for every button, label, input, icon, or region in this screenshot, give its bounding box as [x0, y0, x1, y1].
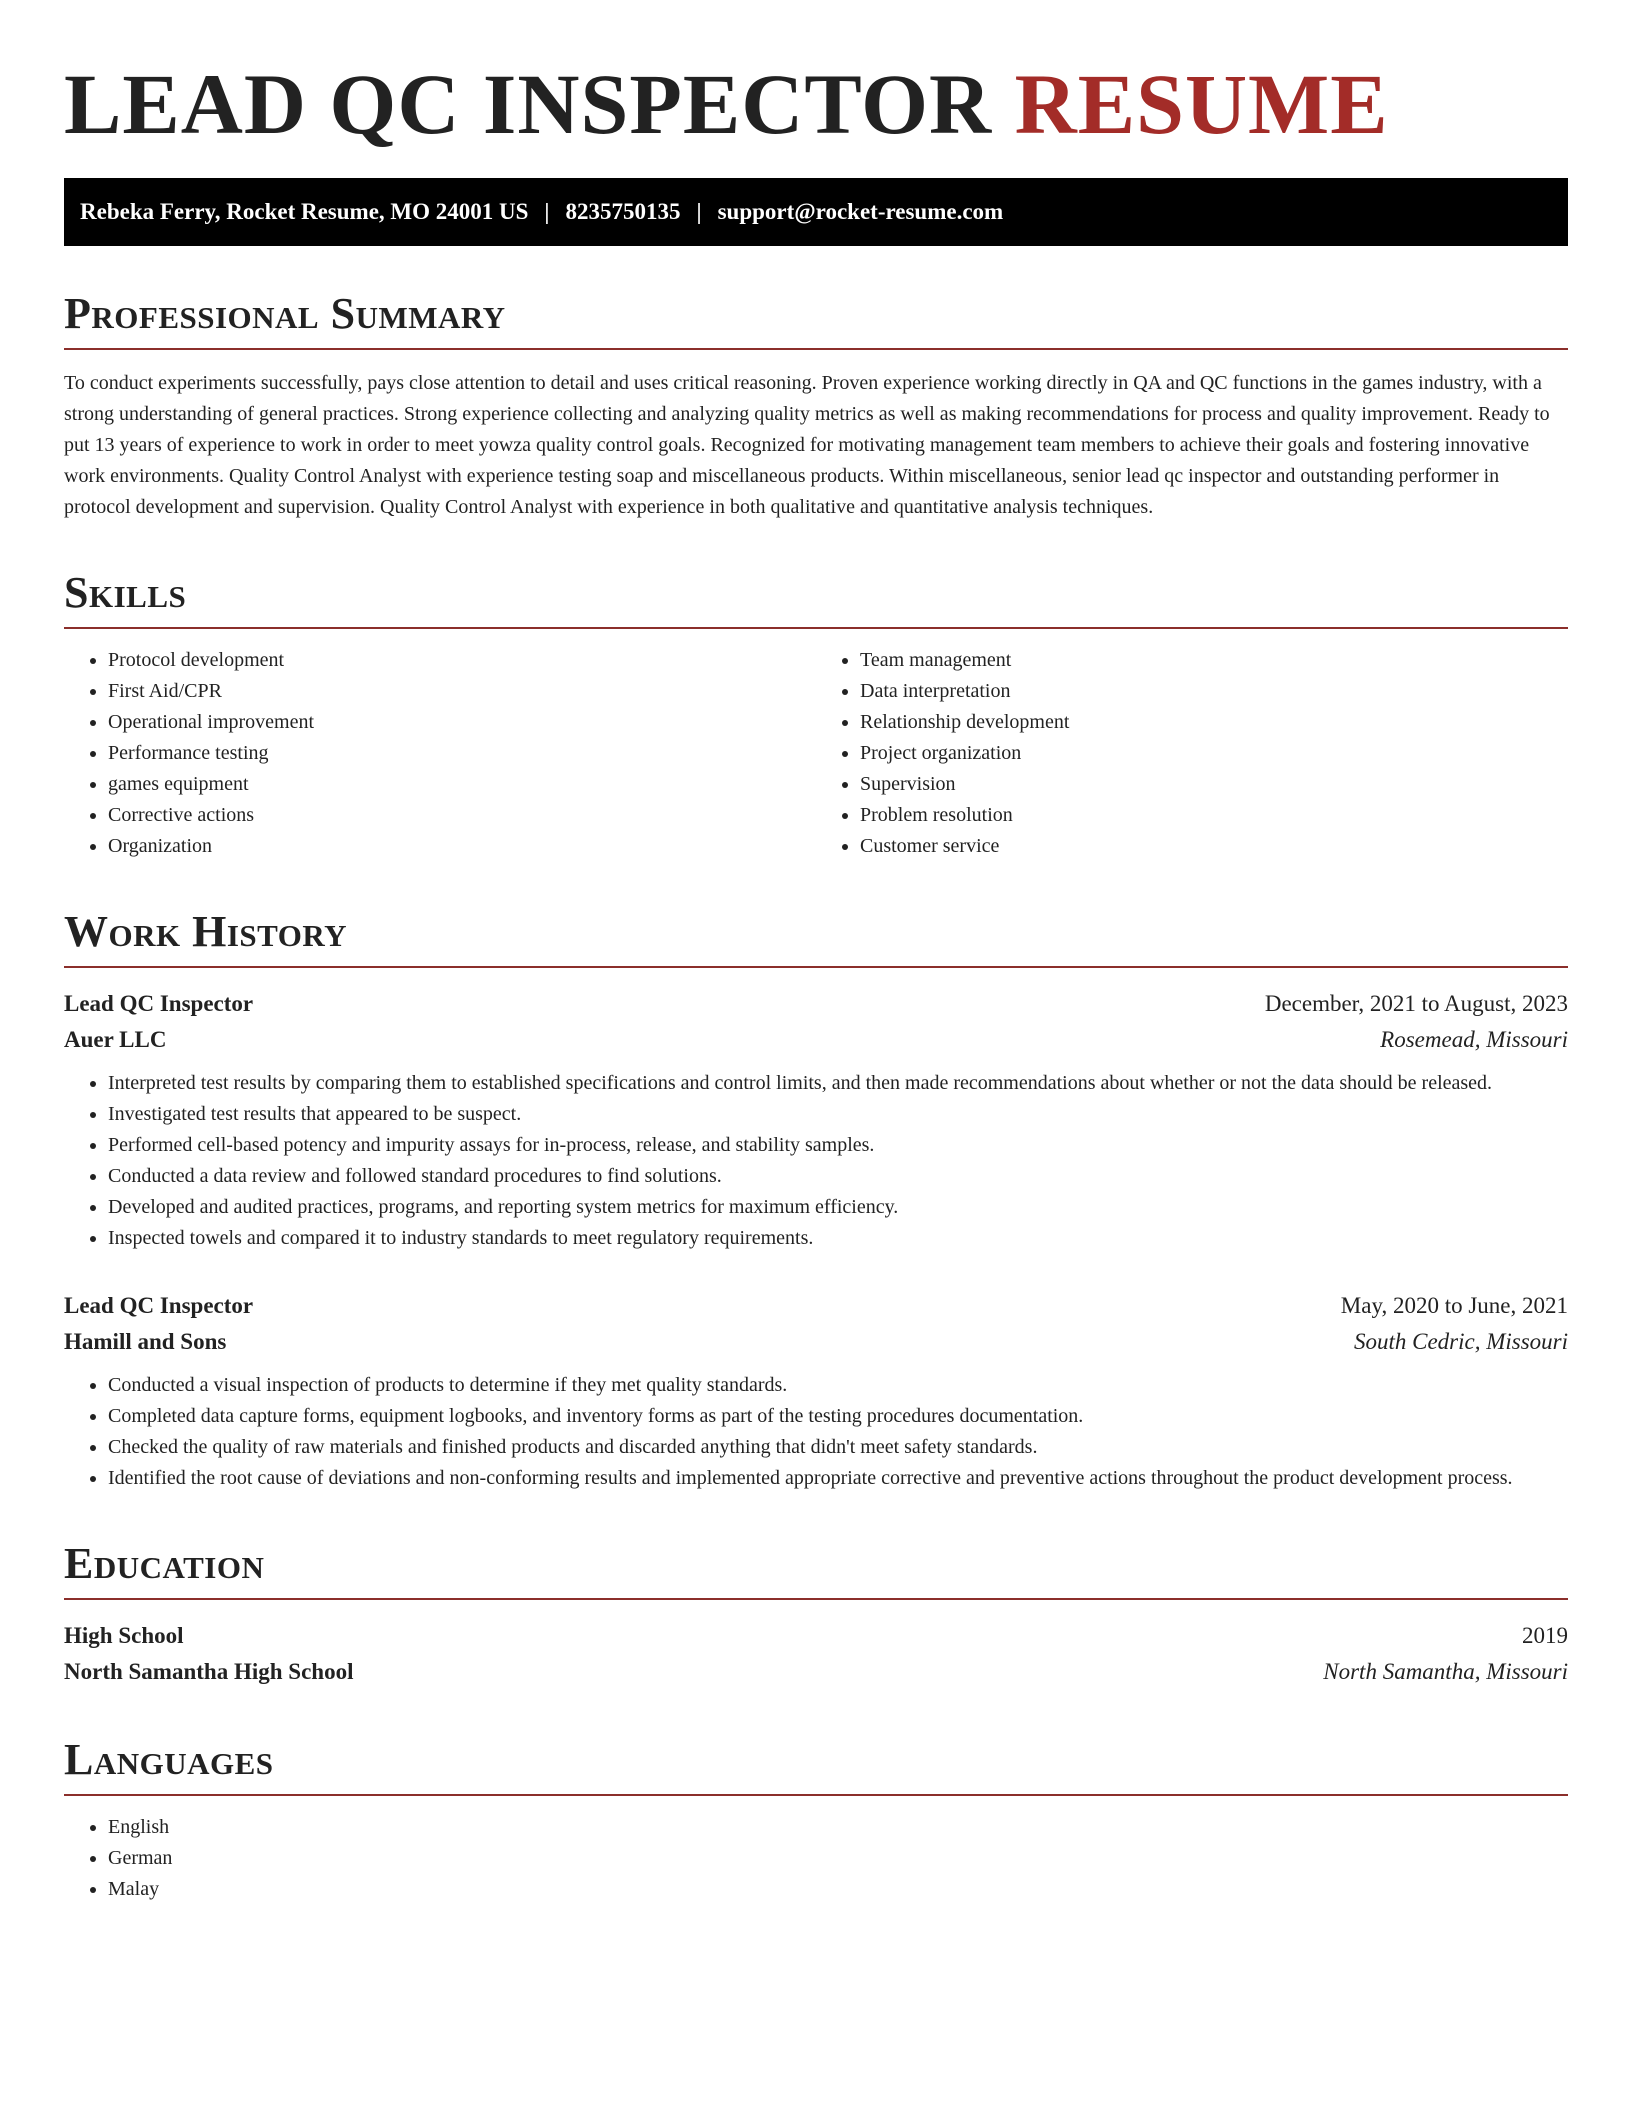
contact-phone: 8235750135 [565, 199, 681, 224]
job-dates: May, 2020 to June, 2021 [1340, 1293, 1568, 1318]
work-history-heading: Work History [64, 908, 1568, 968]
job-company: Hamill and Sons [64, 1329, 227, 1354]
skill-item: • Problem resolution [860, 800, 1568, 831]
job-duties-list [64, 1068, 1568, 1254]
summary-section [64, 290, 1568, 523]
job-company-row [64, 1022, 1568, 1058]
skill-item: • Relationship development [860, 707, 1568, 738]
education-section [64, 1540, 1568, 1690]
contact-address: Rebeka Ferry, Rocket Resume, MO 24001 US [80, 199, 529, 224]
education-degree: High School [64, 1623, 184, 1648]
job-duty: • Checked the quality of raw materials and finished products and discarded anything that didn't meet safety standards. [108, 1432, 1568, 1463]
contact-separator: | [544, 199, 550, 224]
skills-list-left [64, 645, 816, 862]
skill-item: • Corrective actions [108, 800, 816, 831]
contact-bar [64, 178, 1568, 246]
title-accent: RESUME [1014, 56, 1389, 152]
contact-email: support@rocket-resume.com [717, 199, 1004, 224]
job-duty: • Conducted a visual inspection of products to determine if they met quality standards. [108, 1370, 1568, 1401]
skills-section [64, 569, 1568, 862]
job-duty: • Performed cell-based potency and impurity assays for in-process, release, and stability samples. [108, 1130, 1568, 1161]
job-duty: • Inspected towels and compared it to industry standards to meet regulatory requirements. [108, 1223, 1568, 1254]
language-item: • Malay [108, 1874, 1568, 1905]
skills-list-right [816, 645, 1568, 862]
skill-item: • Supervision [860, 769, 1568, 800]
title-main: LEAD QC INSPECTOR [64, 56, 993, 152]
skills-grid [64, 645, 1568, 862]
job-dates: December, 2021 to August, 2023 [1264, 991, 1568, 1016]
education-entry [64, 1618, 1568, 1690]
skill-item: • Customer service [860, 831, 1568, 862]
skill-item: • Organization [108, 831, 816, 862]
languages-heading: Languages [64, 1736, 1568, 1796]
skill-item: • Operational improvement [108, 707, 816, 738]
education-location: North Samantha, Missouri [1323, 1659, 1568, 1684]
work-history-section [64, 908, 1568, 1494]
job-entry [64, 986, 1568, 1254]
job-duty: • Investigated test results that appeared to be suspect. [108, 1099, 1568, 1130]
language-item: • English [108, 1812, 1568, 1843]
education-school-row [64, 1654, 1568, 1690]
job-duty: • Interpreted test results by comparing them to established specifications and control limits, and then made recommendations about whether or not the data should be released. [108, 1068, 1568, 1099]
education-degree-row [64, 1618, 1568, 1654]
skills-heading: Skills [64, 569, 1568, 629]
skill-item: • games equipment [108, 769, 816, 800]
contact-separator: | [696, 199, 702, 224]
language-item: • German [108, 1843, 1568, 1874]
job-company-row [64, 1324, 1568, 1360]
job-header-row [64, 986, 1568, 1022]
skill-item: • Project organization [860, 738, 1568, 769]
skill-item: • Protocol development [108, 645, 816, 676]
education-school: North Samantha High School [64, 1659, 354, 1684]
skill-item: • Data interpretation [860, 676, 1568, 707]
job-duty: • Developed and audited practices, programs, and reporting system metrics for maximum efficiency. [108, 1192, 1568, 1223]
education-heading: Education [64, 1540, 1568, 1600]
skills-column-left [64, 645, 816, 862]
job-location: South Cedric, Missouri [1353, 1329, 1568, 1354]
skill-item: • Performance testing [108, 738, 816, 769]
job-location: Rosemead, Missouri [1380, 1027, 1568, 1052]
summary-text: To conduct experiments successfully, pays close attention to detail and uses critical reasoning. Proven experience working directly in QA and QC functions in the games industry, with a strong understanding of general practices. Strong experience collecting and analyzing quality metrics as well as making recommendations for process and quality improvement. Ready to put 13 years of experience to work in order to meet yowza quality control goals. Recognized for motivating management team members to achieve their goals and fostering innovative work environments. Quality Control Analyst with experience testing soap and miscellaneous products. Within miscellaneous, senior lead qc inspector and outstanding performer in protocol development and supervision. Quality Control Analyst with experience in both qualitative and quantitative analysis techniques. [64, 372, 1550, 518]
skills-column-right [816, 645, 1568, 862]
job-duty: • Conducted a data review and followed standard procedures to find solutions. [108, 1161, 1568, 1192]
education-year: 2019 [1522, 1623, 1568, 1648]
job-duties-list [64, 1370, 1568, 1494]
skill-item: • Team management [860, 645, 1568, 676]
skill-item: • First Aid/CPR [108, 676, 816, 707]
job-duty: • Completed data capture forms, equipment logbooks, and inventory forms as part of the testing procedures documentation. [108, 1401, 1568, 1432]
languages-list [64, 1812, 1568, 1905]
job-company: Auer LLC [64, 1027, 167, 1052]
summary-heading: Professional Summary [64, 290, 1568, 350]
languages-section [64, 1736, 1568, 1905]
job-title: Lead QC Inspector [64, 1293, 254, 1318]
job-header-row [64, 1288, 1568, 1324]
job-duty: • Identified the root cause of deviations and non-conforming results and implemented appropriate corrective and preventive actions throughout the product development process. [108, 1463, 1568, 1494]
resume-title [64, 58, 1568, 150]
job-entry [64, 1288, 1568, 1494]
job-title: Lead QC Inspector [64, 991, 254, 1016]
